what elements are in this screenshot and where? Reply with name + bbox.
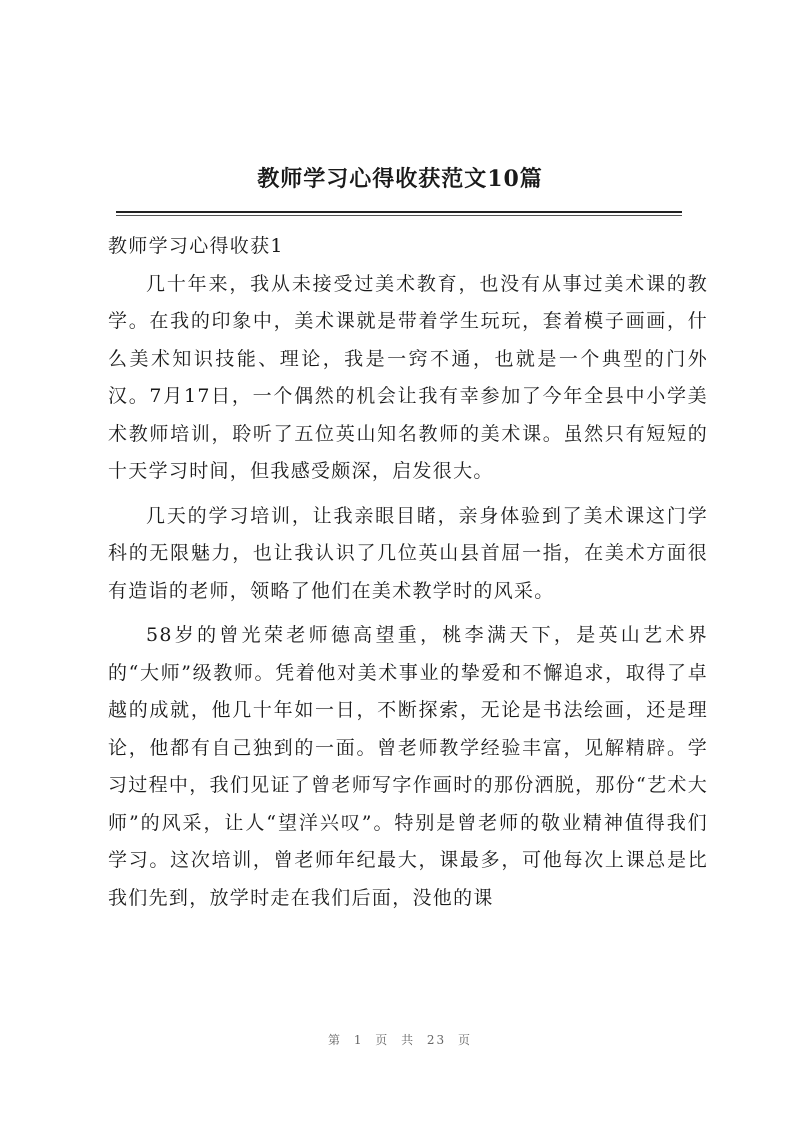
- title-divider: [116, 211, 682, 213]
- paragraph-3: 58岁的曾光荣老师德高望重，桃李满天下，是英山艺术界的“大师”级教师。凭着他对美术事业的挚爱和不懈追求，取得了卓越的成就，他几十年如一日，不断探索，无论是书法绘画，还是理论，他都有自己独到的一面。曾老师教学经验丰富，见解精辟。学习过程中，我们见证了曾老师写字作画时的那份洒脱，那份“艺术大师”的风采，让人“望洋兴叹”。特别是曾老师的敬业精神值得我们学习。这次培训，曾老师年纪最大，课最多，可他每次上课总是比我们先到，放学时走在我们后面，没他的课: [108, 624, 708, 909]
- paragraph-1: 几十年来，我从未接受过美术教育，也没有从事过美术课的教学。在我的印象中，美术课就是带着学生玩玩，套着模子画画，什么美术知识技能、理论，我是一窍不通，也就是一个典型的门外汉。7月17日，一个偶然的机会让我有幸参加了今年全县中小学美术教师培训，聆听了五位英山知名教师的美术课。虽然只有短短的十天学习时间，但我感受颇深，启发很大。: [108, 272, 708, 482]
- document-title: 教师学习心得收获范文10篇: [257, 166, 543, 192]
- paragraph-2: 几天的学习培训，让我亲眼目睹，亲身体验到了美术课这门学科的无限魅力，也让我认识了几位英山县首屈一指，在美术方面很有造诣的老师，领略了他们在美术教学时的风采。: [108, 504, 708, 602]
- document-body: [108, 228, 708, 917]
- title-divider-thin: [116, 215, 682, 216]
- page-number-footer: 第 1 页 共 23 页: [328, 1033, 472, 1047]
- section-heading: 教师学习心得收获1: [108, 235, 284, 257]
